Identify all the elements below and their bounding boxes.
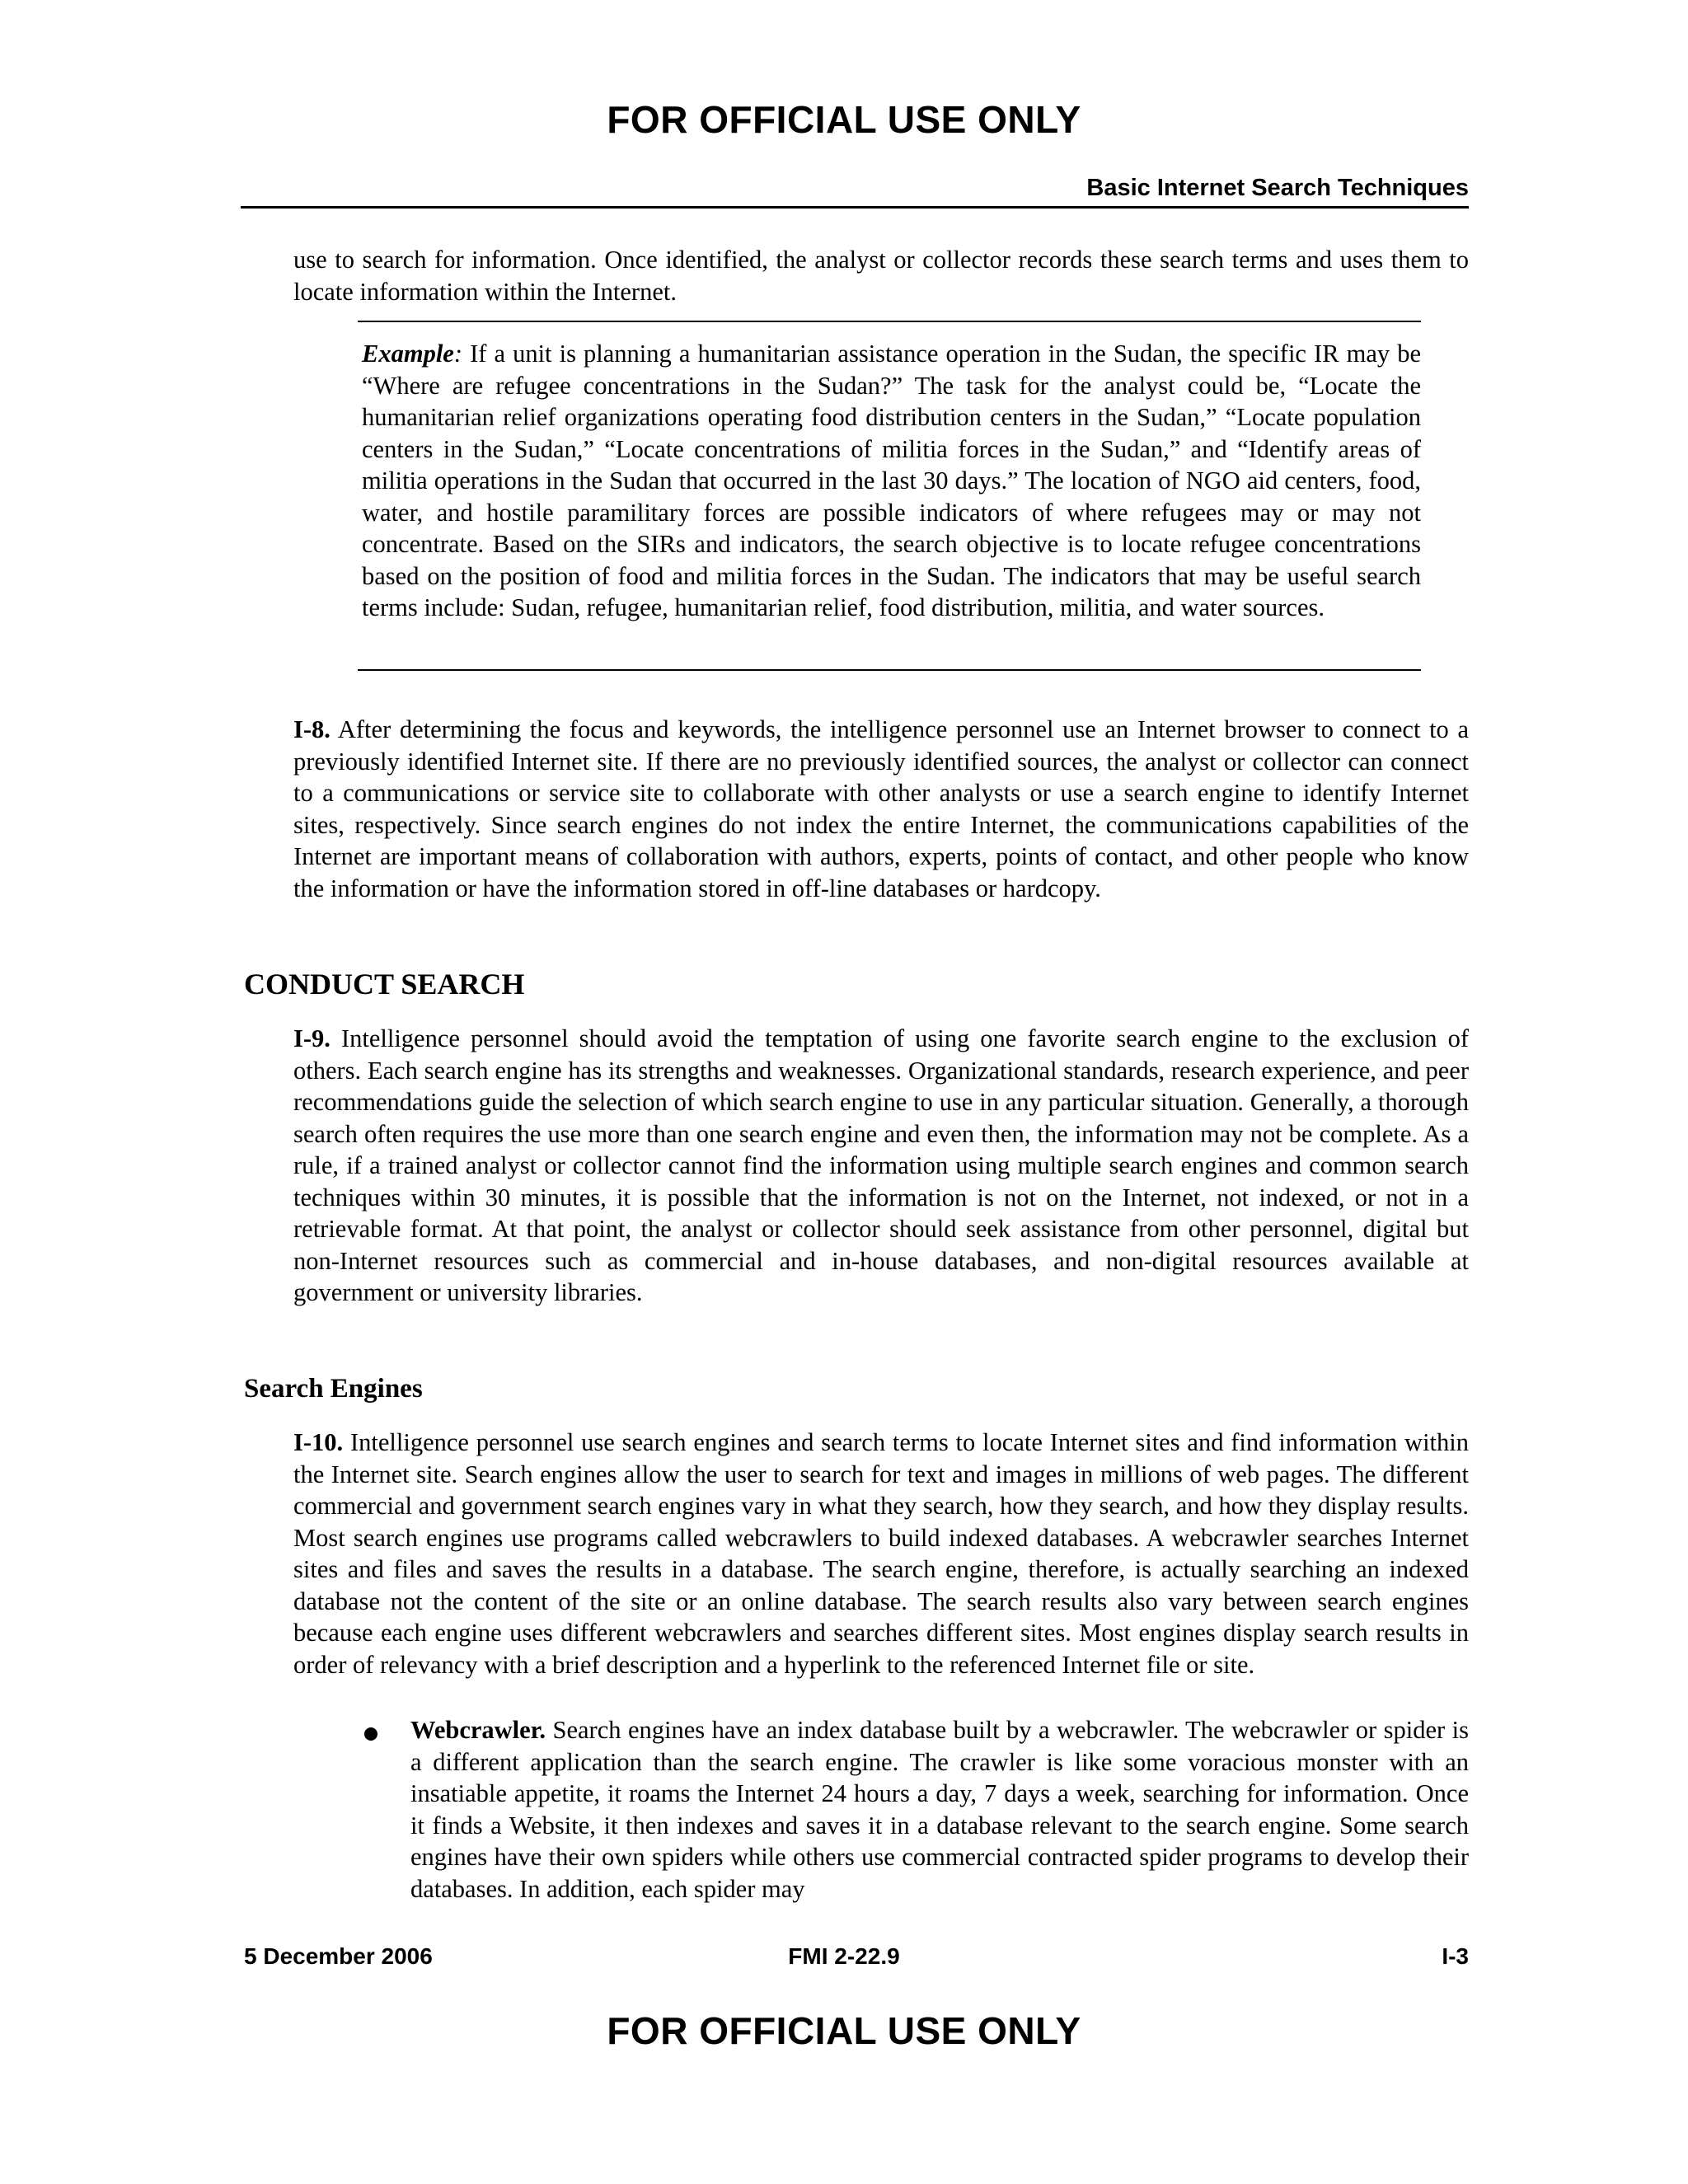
classification-banner-top: FOR OFFICIAL USE ONLY	[607, 98, 1081, 141]
footer-page-number: I-3	[1442, 1943, 1469, 1969]
bullet-webcrawler	[410, 1714, 1469, 1905]
footer-doc-id: FMI 2-22.9	[788, 1943, 900, 1969]
example-text: If a unit is planning a humanitarian assistance operation in the Sudan, the specific IR may be “Where are refugee concentrations in the Sudan?” The task for the analyst could be, “Locate the humanitarian relief organizations operating food distribution centers in the Sudan,” “Locate population centers in the Sudan,” “Locate concentrations of militia forces in the Sudan,” and “Identify areas of militia operations in the Sudan that occurred in the last 30 days.” The location of NGO aid centers, food, water, and hostile paramilitary forces are possible indicators of where refugees may or may not concentrate. Based on the SIRs and indicators, the search objective is to locate refugee concentrations based on the position of food and militia forces in the Sudan. The indicators that may be useful search terms include: Sudan, refugee, humanitarian relief, food distribution, militia, and water sources.	[362, 340, 1421, 621]
paragraph-i9	[293, 1023, 1469, 1309]
heading-conduct-search: CONDUCT SEARCH	[244, 968, 525, 1001]
intro-paragraph: use to search for information. Once identified, the analyst or collector records these search terms and uses them to locate information within the Internet.	[293, 246, 1469, 306]
paragraph-i10-number: I-10.	[293, 1428, 344, 1456]
footer-date: 5 December 2006	[244, 1943, 433, 1969]
example-paragraph	[362, 338, 1421, 624]
bullet-webcrawler-term: Webcrawler.	[410, 1716, 546, 1744]
heading-search-engines: Search Engines	[244, 1374, 423, 1404]
paragraph-i8-number: I-8.	[293, 715, 331, 743]
example-label: Example	[362, 340, 454, 368]
paragraph-i8	[293, 714, 1469, 904]
paragraph-i10-text: Intelligence personnel use search engines and search terms to locate Internet sites and find information within the Internet site. Search engines allow the user to search for text and images in millions of web pages. The different commercial and government search engines vary in what they search, how they search, and how they display results. Most search engines use programs called webcrawlers to build indexed databases. A webcrawler searches Internet sites and files and saves the results in a database. The search engine, therefore, is actually searching an indexed database not the content of the site or an online database. The search results also vary between search engines because each engine uses different webcrawlers and searches different sites. Most engines display search results in order of relevancy with a brief description and a hyperlink to the referenced Internet file or site.	[293, 1428, 1469, 1679]
header-rule	[241, 206, 1469, 209]
classification-banner-bottom: FOR OFFICIAL USE ONLY	[607, 2009, 1081, 2052]
example-box	[358, 321, 1421, 671]
bullet-dot-icon	[364, 1727, 377, 1741]
paragraph-i9-number: I-9.	[293, 1024, 331, 1052]
paragraph-i10	[293, 1427, 1469, 1680]
paragraph-i8-text: After determining the focus and keywords, the intelligence personnel use an Internet browser to connect to a previously identified Internet site. If there are no previously identified sources, the analyst or collector can connect to a communications or service site to collaborate with other analysts or use a search engine to identify Internet sites, respectively. Since search engines do not index the entire Internet, the communications capabilities of the Internet are important means of collaboration with authors, experts, points of contact, and other people who know the information or have the information stored in off-line databases or hardcopy.	[293, 715, 1469, 902]
example-colon: :	[453, 340, 463, 368]
running-header-title: Basic Internet Search Techniques	[1086, 175, 1469, 201]
paragraph-i9-text: Intelligence personnel should avoid the temptation of using one favorite search engine to the exclusion of others. Each search engine has its strengths and weaknesses. Organizational standards, research experience, and peer recommendations guide the selection of which search engine to use in any particular situation. Generally, a thorough search often requires the use more than one search engine and even then, the information may not be complete. As a rule, if a trained analyst or collector cannot find the information using multiple search engines and common search techniques within 30 minutes, it is possible that the information is not on the Internet, not indexed, or not in a retrievable format. At that point, the analyst or collector should seek assistance from other personnel, digital but non-Internet resources such as commercial and in-house databases, and non-digital resources available at government or university libraries.	[293, 1024, 1469, 1306]
bullet-webcrawler-text: Search engines have an index database built by a webcrawler. The webcrawler or spider is a different application than the search engine. The crawler is like some voracious monster with an insatiable appetite, it roams the Internet 24 hours a day, 7 days a week, searching for information. Once it finds a Website, it then indexes and saves it in a database relevant to the search engine. Some search engines have their own spiders while others use commercial contracted spider programs to develop their databases. In addition, each spider may	[410, 1716, 1469, 1903]
